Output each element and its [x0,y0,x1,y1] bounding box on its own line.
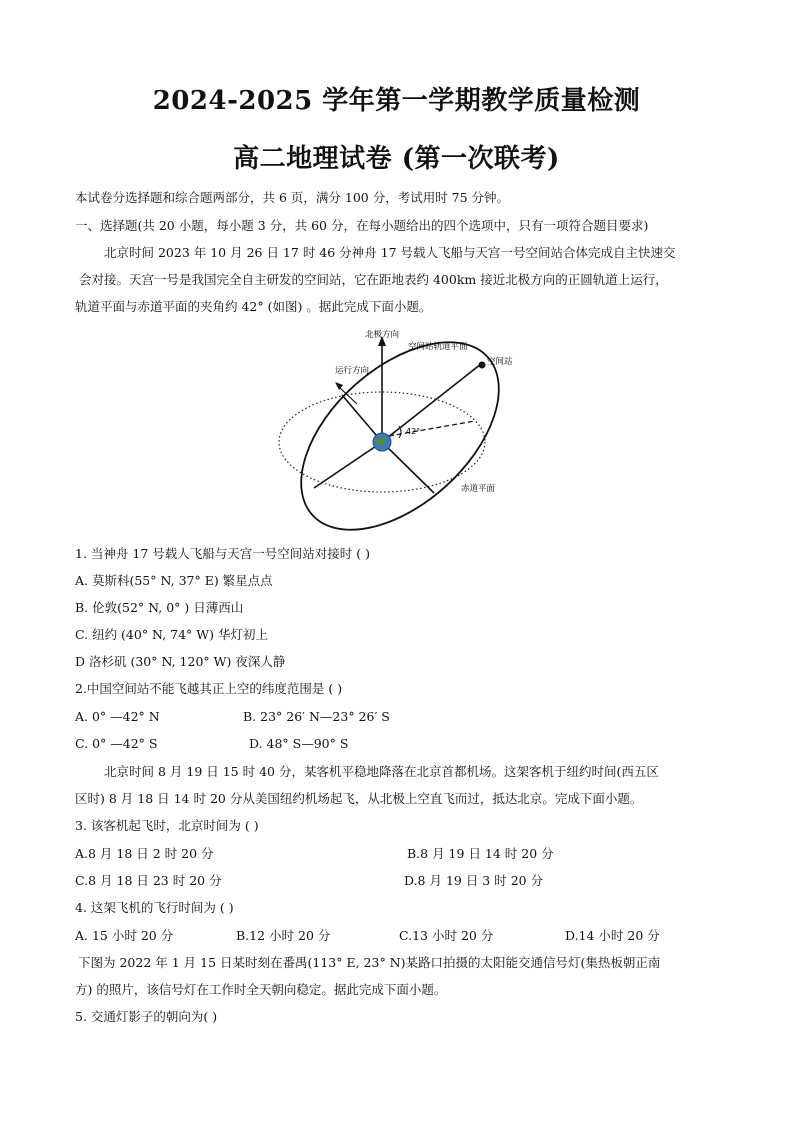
q2-option-c[interactable]: C. 0° —42° S [75,736,158,751]
passage1-line3: 轨道平面与赤道平面的夹角约 42° (如图) 。据此完成下面小题。 [75,299,432,314]
section-heading: 一、选择题(共 20 小题，每小题 3 分，共 60 分，在每小题给出的四个选项中，只有一项符合题目要求) [75,218,649,233]
q5-stem: 5. 交通灯影子的朝向为( ) [75,1009,218,1024]
q1-option-b[interactable]: B. 伦敦(52° N, 0° ) 日薄西山 [75,600,244,615]
q3-option-b[interactable]: B.8 月 19 日 14 时 20 分 [407,846,554,861]
intro-text: 本试卷分选择题和综合题两部分，共 6 页，满分 100 分，考试用时 75 分钟。 [75,190,510,205]
q2-stem: 2.中国空间站不能飞越其正上空的纬度范围是 ( ) [75,681,343,696]
exam-subtitle: 高二地理试卷 (第一次联考) [233,144,560,174]
label-station: 空间站 [487,357,513,367]
q3-option-d[interactable]: D.8 月 19 日 3 时 20 分 [404,873,544,888]
q4-stem: 4. 这架飞机的飞行时间为 ( ) [75,900,234,915]
passage2-line1: 北京时间 8 月 19 日 15 时 40 分，某客机平稳地降落在北京首都机场。这架客机于纽约时间(西五区 [104,764,659,779]
q1-option-d[interactable]: D 洛杉矶 (30° N, 120° W) 夜深人静 [75,654,286,669]
passage3-line2: 方) 的照片，该信号灯在工作时全天朝向稳定。据此完成下面小题。 [75,982,447,997]
q1-option-a[interactable]: A. 莫斯科(55° N, 37° E) 繁星点点 [75,573,273,588]
passage3-line1: 下图为 2022 年 1 月 15 日某时刻在番禺(113° E, 23° N)某路口拍摄的太阳能交通信号灯(集热板朝正南 [78,955,661,970]
q3-option-a[interactable]: A.8 月 18 日 2 时 20 分 [75,846,214,861]
q1-stem: 1. 当神舟 17 号载人飞船与天宫一号空间站对接时 ( ) [75,546,370,561]
passage2-line2: 区时) 8 月 18 日 14 时 20 分从美国纽约机场起飞，从北极上空直飞而过，抵达北京。完成下面小题。 [75,791,643,806]
q4-option-a[interactable]: A. 15 小时 20 分 [75,928,174,943]
passage1-line2: 会对接。天宫一号是我国完全自主研发的空间站，它在距地表约 400km 接近北极方向的正圆轨道上运行， [79,272,668,287]
q2-option-b[interactable]: B. 23° 26′ N—23° 26′ S [243,709,390,724]
exam-title: 2024-2025 学年第一学期教学质量检测 [152,86,641,116]
label-orbit-plane: 空间站轨道平面 [408,342,468,352]
label-angle: 42° [406,427,421,436]
q2-option-a[interactable]: A. 0° —42° N [75,709,160,724]
orbit-diagram [275,322,513,534]
passage1-line1: 北京时间 2023 年 10 月 26 日 17 时 46 分神舟 17 号载人飞船与天宫一号空间站合体完成自主快速交 [104,245,676,260]
label-north: 北极方向 [365,330,400,340]
space-station-dot [479,362,486,369]
q4-option-d[interactable]: D.14 小时 20 分 [565,928,660,943]
q4-option-c[interactable]: C.13 小时 20 分 [399,928,494,943]
q2-option-d[interactable]: D. 48° S—90° S [249,736,349,751]
label-equator-plane: 赤道平面 [461,484,496,494]
q1-option-c[interactable]: C. 纽约 (40° N, 74° W) 华灯初上 [75,627,268,642]
q3-stem: 3. 该客机起飞时，北京时间为 ( ) [75,818,259,833]
q4-option-b[interactable]: B.12 小时 20 分 [236,928,331,943]
q3-option-c[interactable]: C.8 月 18 日 23 时 20 分 [75,873,222,888]
label-direction: 运行方向 [335,366,370,376]
